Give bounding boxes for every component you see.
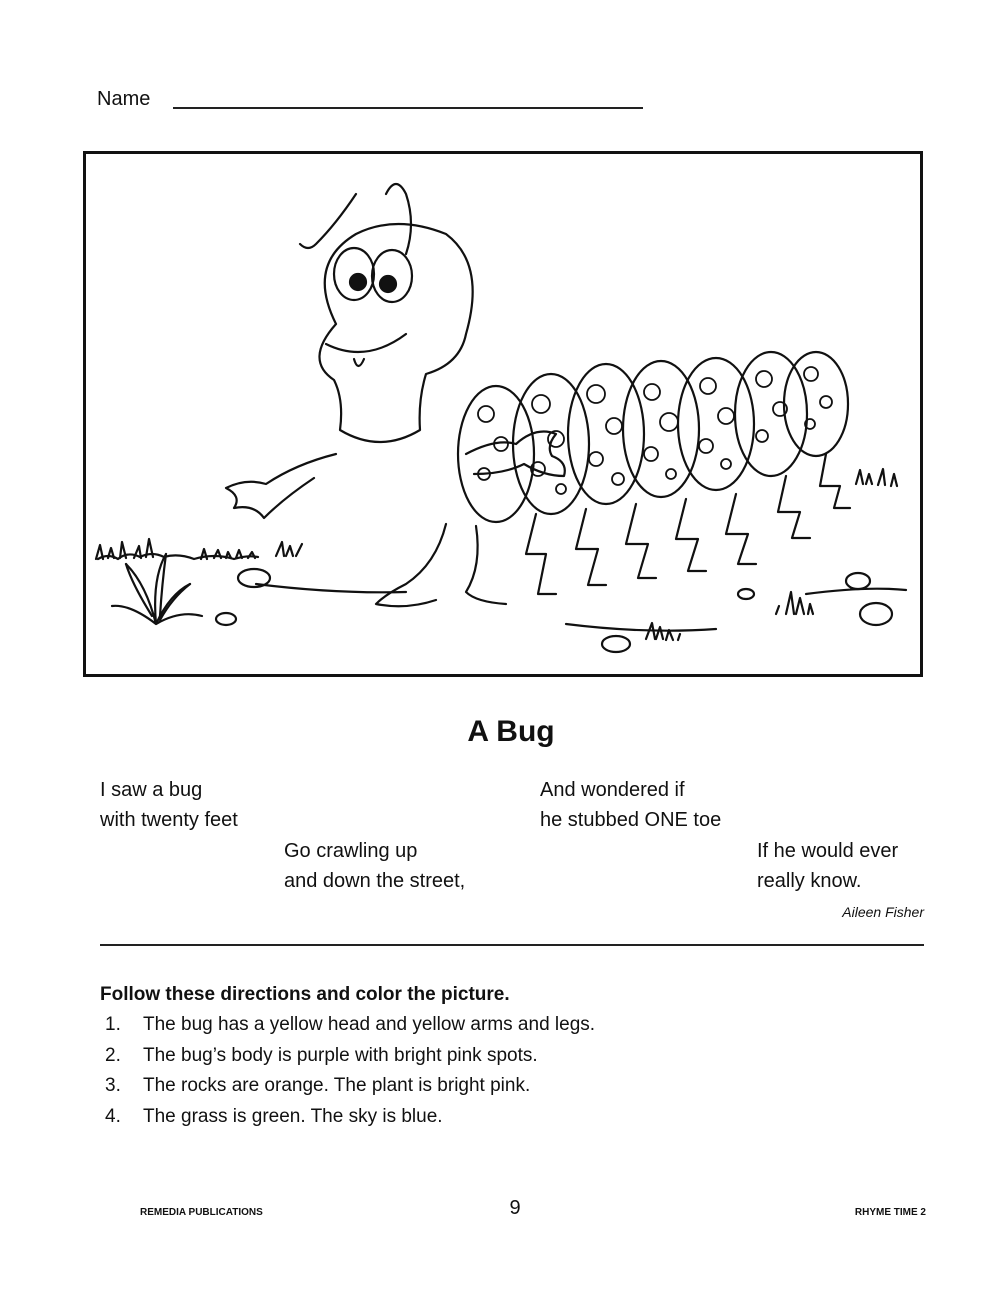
direction-text: The bug has a yellow head and yellow arms and legs. bbox=[143, 1014, 596, 1035]
direction-number: 2. bbox=[105, 1044, 121, 1066]
direction-text: The bug’s body is purple with bright pink spots. bbox=[143, 1044, 538, 1066]
name-write-line[interactable] bbox=[173, 107, 643, 109]
coloring-picture-frame bbox=[83, 151, 923, 677]
directions-heading: Follow these directions and color the picture. bbox=[100, 984, 510, 1005]
poem-line: I saw a bug bbox=[100, 779, 203, 801]
poem-title: A Bug bbox=[467, 715, 555, 748]
direction-item bbox=[100, 1074, 800, 1105]
bug-head bbox=[300, 184, 473, 442]
bug-illustration bbox=[86, 154, 920, 674]
plant bbox=[112, 554, 202, 624]
direction-text: The rocks are orange. The plant is bright pink. bbox=[143, 1075, 531, 1096]
poem-line: with twenty feet bbox=[100, 809, 238, 831]
name-label: Name bbox=[97, 88, 151, 110]
rocks bbox=[216, 569, 892, 652]
bug-body bbox=[458, 352, 848, 522]
direction-text: The grass is green. The sky is blue. bbox=[143, 1105, 443, 1127]
page-number: 9 bbox=[509, 1197, 521, 1219]
direction-number: 1. bbox=[105, 1014, 121, 1035]
poem-line: he stubbed ONE toe bbox=[540, 809, 722, 831]
direction-item bbox=[100, 1044, 800, 1075]
poem-line: And wondered if bbox=[540, 779, 685, 801]
section-divider bbox=[100, 944, 924, 946]
directions-list bbox=[100, 1013, 800, 1135]
name-row bbox=[97, 88, 657, 116]
poem-author: Aileen Fisher bbox=[842, 904, 924, 920]
direction-number: 3. bbox=[105, 1075, 121, 1096]
poem-line: and down the street, bbox=[284, 870, 466, 892]
poem-line: If he would ever bbox=[757, 840, 899, 862]
direction-item bbox=[100, 1013, 800, 1044]
bug-arms bbox=[226, 432, 565, 518]
footer-book-title: RHYME TIME 2 bbox=[854, 1207, 926, 1218]
grass-ground bbox=[96, 469, 906, 640]
poem-line: Go crawling up bbox=[284, 840, 418, 862]
footer-publisher: REMEDIA PUBLICATIONS bbox=[140, 1207, 263, 1218]
direction-number: 4. bbox=[105, 1105, 121, 1127]
direction-item bbox=[100, 1105, 800, 1136]
poem-line: really know. bbox=[757, 870, 862, 892]
